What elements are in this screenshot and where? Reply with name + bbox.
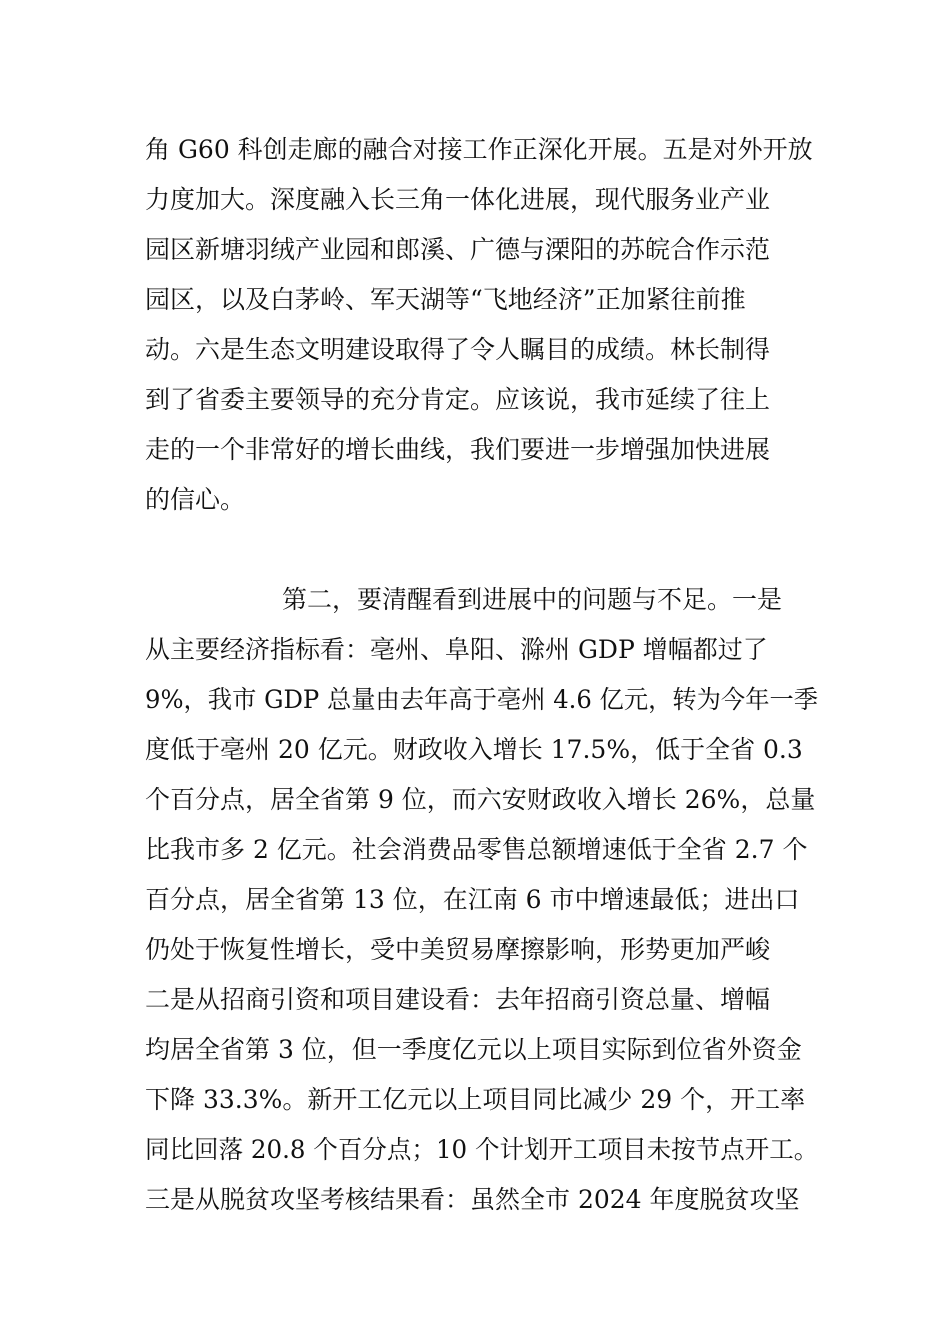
paragraph-2-line: 二是从招商引资和项目建设看：去年招商引资总量、增幅 bbox=[145, 985, 771, 1014]
paragraph-2-line: 百分点，居全省第 13 位，在江南 6 市中增速最低；进出口 bbox=[145, 885, 800, 914]
paragraph-2-line: 个百分点，居全省第 9 位，而六安财政收入增长 26%，总量 bbox=[145, 785, 816, 814]
paragraph-1-line: 角 G60 科创走廊的融合对接工作正深化开展。五是对外开放 bbox=[145, 135, 813, 164]
paragraph-1-line: 动。六是生态文明建设取得了令人瞩目的成绩。林长制得 bbox=[145, 335, 771, 364]
paragraph-1-line: 园区，以及白茅岭、军天湖等“飞地经济”正加紧往前推 bbox=[145, 285, 746, 314]
paragraph-1-line: 园区新塘羽绒产业园和郎溪、广德与溧阳的苏皖合作示范 bbox=[145, 235, 771, 264]
paragraph-2-line: 9%，我市 GDP 总量由去年高于亳州 4.6 亿元，转为今年一季 bbox=[145, 685, 819, 714]
paragraph-2-line: 度低于亳州 20 亿元。财政收入增长 17.5%，低于全省 0.3 bbox=[145, 735, 803, 764]
paragraph-2-line: 同比回落 20.8 个百分点；10 个计划开工项目未按节点开工。 bbox=[145, 1135, 819, 1164]
paragraph-2-first-line: 第二，要清醒看到进展中的问题与不足。一是 bbox=[282, 585, 783, 614]
paragraph-1-line: 走的一个非常好的增长曲线，我们要进一步增强加快进展 bbox=[145, 435, 771, 464]
paragraph-2-line: 下降 33.3%。新开工亿元以上项目同比减少 29 个，开工率 bbox=[145, 1085, 806, 1114]
paragraph-2-line: 从主要经济指标看：亳州、阜阳、滁州 GDP 增幅都过了 bbox=[145, 635, 768, 664]
paragraph-2-line: 三是从脱贫攻坚考核结果看：虽然全市 2024 年度脱贫攻坚 bbox=[145, 1185, 800, 1214]
paragraph-2-line: 仍处于恢复性增长，受中美贸易摩擦影响，形势更加严峻 bbox=[145, 935, 771, 964]
paragraph-1-line: 力度加大。深度融入长三角一体化进展，现代服务业产业 bbox=[145, 185, 771, 214]
paragraph-2-line: 比我市多 2 亿元。社会消费品零售总额增速低于全省 2.7 个 bbox=[145, 835, 808, 864]
paragraph-1-line: 到了省委主要领导的充分肯定。应该说，我市延续了往上 bbox=[145, 385, 771, 414]
paragraph-1-line: 的信心。 bbox=[145, 485, 246, 514]
paragraph-2-line: 均居全省第 3 位，但一季度亿元以上项目实际到位省外资金 bbox=[145, 1035, 802, 1064]
